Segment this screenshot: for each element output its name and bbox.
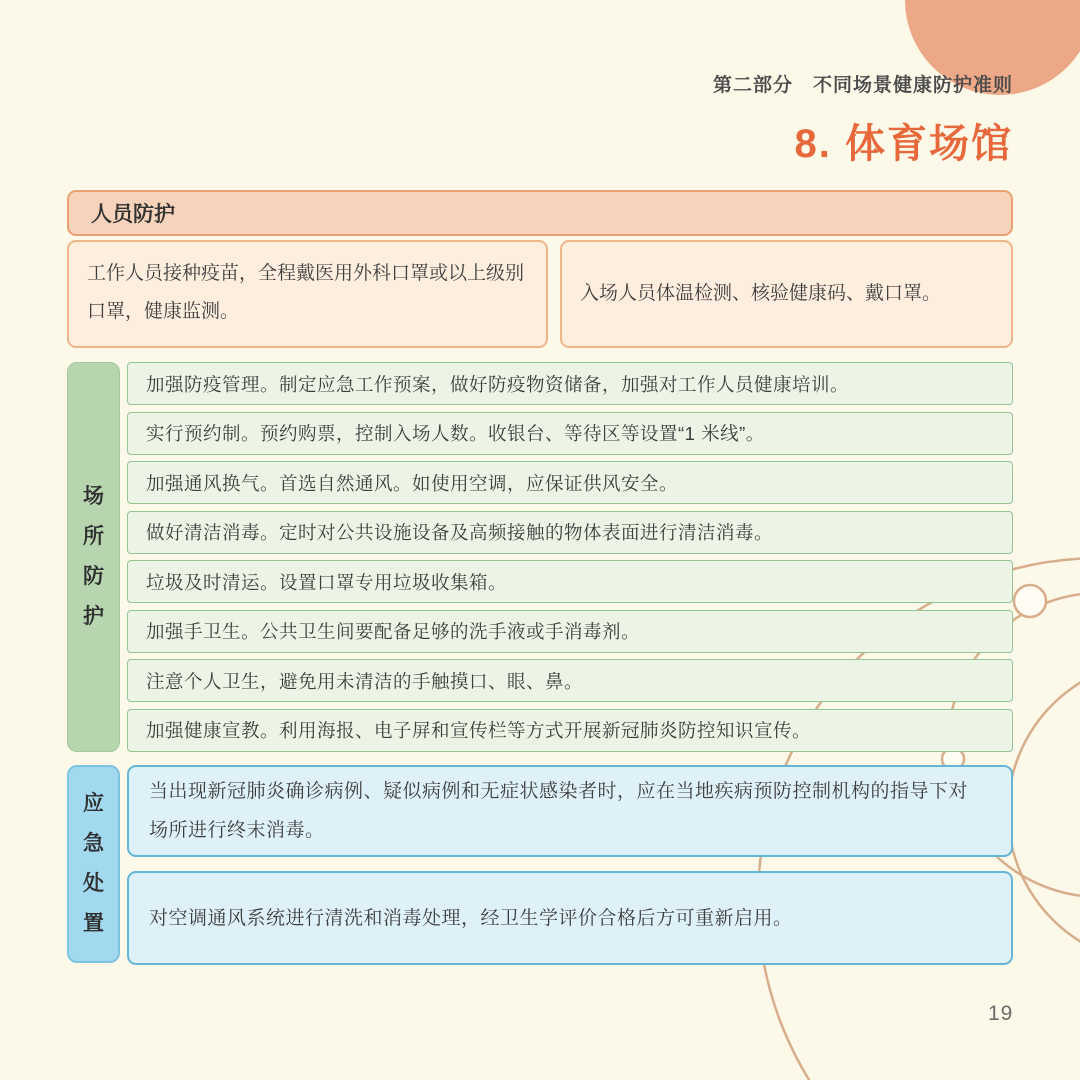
sidebar-emergency-response-label: 应急处置 [83,792,104,935]
venue-row: 加强健康宣教。利用海报、电子屏和宣传栏等方式开展新冠肺炎防控知识宣传。 [127,709,1013,752]
venue-row: 做好清洁消毒。定时对公共设施设备及高频接触的物体表面进行清洁消毒。 [127,511,1013,554]
personnel-box-staff: 工作人员接种疫苗，全程戴医用外科口罩或以上级别口罩，健康监测。 [67,240,548,348]
venue-row: 垃圾及时清运。设置口罩专用垃圾收集箱。 [127,560,1013,603]
emergency-box-hvac [127,871,1013,965]
personnel-box-visitors [560,240,1013,348]
sidebar-venue-protection [67,362,120,752]
sidebar-emergency-response [67,765,120,963]
emergency-box-disinfection [127,765,1013,857]
venue-row: 加强通风换气。首选自然通风。如使用空调，应保证供风安全。 [127,461,1013,504]
section-header-personnel-label: 人员防护 [91,203,175,226]
page-title: 8. 体育场馆 [794,122,1013,166]
venue-row: 实行预约制。预约购票，控制入场人数。收银台、等待区等设置“1 米线”。 [127,412,1013,455]
section-header-personnel [67,190,1013,236]
sidebar-venue-protection-label: 场所防护 [83,485,104,628]
breadcrumb: 第二部分 不同场景健康防护准则 [712,75,1013,96]
emergency-box-hvac-text: 对空调通风系统进行清洗和消毒处理，经卫生学评价合格后方可重新启用。 [149,907,793,929]
venue-rows [127,362,1013,752]
venue-row: 注意个人卫生，避免用未清洁的手触摸口、眼、鼻。 [127,659,1013,702]
venue-row: 加强防疫管理。制定应急工作预案，做好防疫物资储备，加强对工作人员健康培训。 [127,362,1013,405]
personnel-box-visitors-text: 入场人员体温检测、核验健康码、戴口罩。 [580,283,942,304]
page-number: 19 [988,1002,1014,1025]
venue-row: 加强手卫生。公共卫生间要配备足够的洗手液或手消毒剂。 [127,610,1013,653]
emergency-box-disinfection-text: 当出现新冠肺炎确诊病例、疑似病例和无症状感染者时，应在当地疾病预防控制机构的指导下对场所进行终末消毒。 [149,781,969,841]
